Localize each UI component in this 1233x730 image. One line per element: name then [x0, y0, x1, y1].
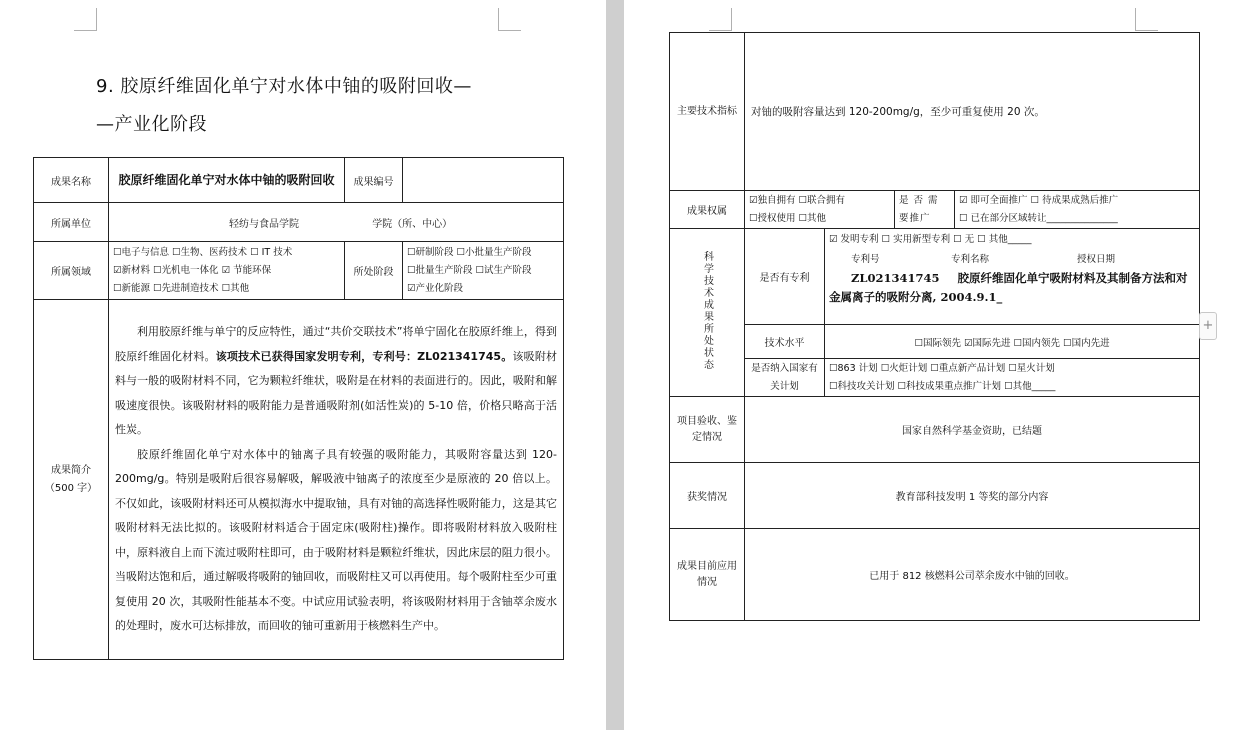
intro-p1-bold: 该项技术已获得国家发明专利，专利号：ZL021341745。 [215, 349, 513, 363]
intro-p1-b: 该吸附材料与一般的吸附材料不同，它为颗粒纤维状，吸附是在材料的表面进行的。因此，吸附和解吸速度很快。该吸附材料的吸附能力是普通吸附剂(如活性炭)的 5-10 倍，价格只略高于活性炭。 [115, 349, 558, 437]
stage-options-line3: ☑产业化阶段 [407, 282, 464, 294]
awards-value: 教育部科技发明 1 等奖的部分内容 [745, 463, 1200, 529]
label-level: 技术水平 [745, 325, 825, 359]
rights-line2: ☐授权使用 ☐其他 [749, 212, 827, 224]
intro-text [109, 300, 564, 660]
label-intro-cell [34, 300, 109, 660]
label-patent: 是否有专利 [745, 229, 825, 325]
page-corner-mark [709, 8, 732, 31]
patent-headers [829, 249, 1195, 267]
patent-cell [825, 229, 1200, 325]
patent-options: ☑ 发明专利 ☐ 实用新型专利 ☐ 无 ☐ 其他_____ [829, 234, 1032, 245]
stage-options-line1: ☐研制阶段 ☐小批量生产阶段 [407, 246, 532, 258]
patent-header-date: 授权日期 [1077, 254, 1116, 265]
document-page-left [0, 0, 606, 730]
page-corner-mark [1135, 8, 1158, 31]
level-value: ☐国际领先 ☑国际先进 ☐国内领先 ☐国内先进 [825, 325, 1200, 359]
label-acceptance: 项目验收、鉴定情况 [670, 397, 745, 463]
patent-header-name: 专利名称 [951, 254, 990, 265]
plan-options [825, 359, 1200, 397]
field-options-line3: ☐新能源 ☐先进制造技术 ☐其他 [113, 282, 250, 294]
label-name: 成果名称 [34, 158, 109, 203]
acceptance-value: 国家自然科学基金资助，已结题 [745, 397, 1200, 463]
unit-suffix: 学院（所、中心） [372, 218, 453, 230]
label-promote: 是 否 需 要推广 [895, 191, 955, 229]
patent-detail [829, 269, 1195, 307]
patent-name: 胶原纤维固化单宁吸附材料及其制备方法和对金属离子的吸附分离, 2004.9.1_ [829, 271, 1188, 304]
label-unit: 所属单位 [34, 203, 109, 242]
intro-p1-a: 利用胶原纤维与单宁的反应特性，通过“共价交联技术”将单宁固化在胶原纤维上，得到胶原纤维固化材料。 [115, 325, 557, 363]
label-status: 科学技术成果所处状态 [701, 251, 713, 371]
field-options [109, 242, 345, 300]
label-intro-sub: （500 字） [44, 482, 98, 494]
rights-options [745, 191, 895, 229]
promote-line2: ☐ 已在部分区域转让_______________ [959, 212, 1118, 224]
intro-paragraph-2: 胶原纤维固化单宁对水体中的铀离子具有较强的吸附能力，其吸附容量达到 120-200mg/g。特别是吸附后很容易解吸，解吸液中铀离子的浓度至少是原液的 20 倍以上。不仅如此，该吸附材料还可从模拟海水中提取铀，具有对铀的高选择性吸附能力，这是其它吸附材料无法比拟的。该吸附材料适合于固定床(吸附柱)操作。即将吸附材料放入吸附柱中，原料液自上而下流过吸附柱即可，由于吸附材料是颗粒纤维状，因此床层的阻力很小。当吸附达饱和后，通过解吸将吸附的铀回收，而吸附柱又可以再使用。每个吸附柱至少可重复使用 20 次，其吸附性能基本不变。中试应用试验表明，将该吸附材料用于含铀萃余废水的处理时，废水可达标排放，而回收的铀可重新用于核燃料生产中。 [115, 447, 557, 633]
indicator-value: 对铀的吸附容量达到 120-200mg/g，至少可重复使用 20 次。 [745, 33, 1200, 191]
achievement-table-right [669, 32, 1200, 621]
page-corner-mark [498, 8, 521, 31]
label-application: 成果目前应用情况 [670, 529, 745, 621]
achievement-name: 胶原纤维固化单宁对水体中铀的吸附回收 [109, 158, 345, 203]
stage-options [403, 242, 564, 300]
rights-line1: ☑独自拥有 ☐联合拥有 [749, 194, 846, 206]
application-value: 已用于 812 核燃料公司萃余废水中铀的回收。 [745, 529, 1200, 621]
section-title-line2: —产业化阶段 [96, 114, 207, 135]
label-intro: 成果简介 [51, 464, 91, 476]
expand-button[interactable]: + [1199, 312, 1217, 340]
achievement-number [403, 158, 564, 203]
field-options-line2: ☑新材料 ☐光机电一体化 ☑ 节能环保 [113, 264, 272, 276]
patent-header-number: 专利号 [851, 254, 880, 265]
plan-line1: ☐863 计划 ☐火炬计划 ☐重点新产品计划 ☐星火计划 [829, 362, 1055, 374]
plan-line2: ☐科技攻关计划 ☐科技成果重点推广计划 ☐其他_____ [829, 380, 1056, 392]
achievement-table-left [33, 157, 564, 660]
label-awards: 获奖情况 [670, 463, 745, 529]
label-number: 成果编号 [345, 158, 403, 203]
unit-value: 轻纺与食品学院 [229, 218, 299, 230]
patent-number: ZL021341745 [851, 271, 940, 285]
label-indicator: 主要技术指标 [670, 33, 745, 191]
page-gutter [606, 0, 624, 730]
label-plan: 是否纳入国家有关计划 [745, 359, 825, 397]
label-status-cell [670, 229, 745, 397]
stage-options-line2: ☐批量生产阶段 ☐试生产阶段 [407, 264, 532, 276]
intro-paragraph-1 [115, 320, 557, 443]
label-stage: 所处阶段 [345, 242, 403, 300]
promote-options [955, 191, 1200, 229]
field-options-line1: ☐电子与信息 ☐生物、医药技术 ☐ IT 技术 [113, 246, 293, 258]
unit-cell [109, 203, 564, 242]
document-page-right [624, 0, 1233, 730]
label-field: 所属领域 [34, 242, 109, 300]
label-rights: 成果权属 [670, 191, 745, 229]
section-title-line1: 9. 胶原纤维固化单宁对水体中铀的吸附回收— [96, 76, 472, 97]
promote-line1: ☑ 即可全面推广 ☐ 待成果成熟后推广 [959, 194, 1119, 206]
page-corner-mark [74, 8, 97, 31]
